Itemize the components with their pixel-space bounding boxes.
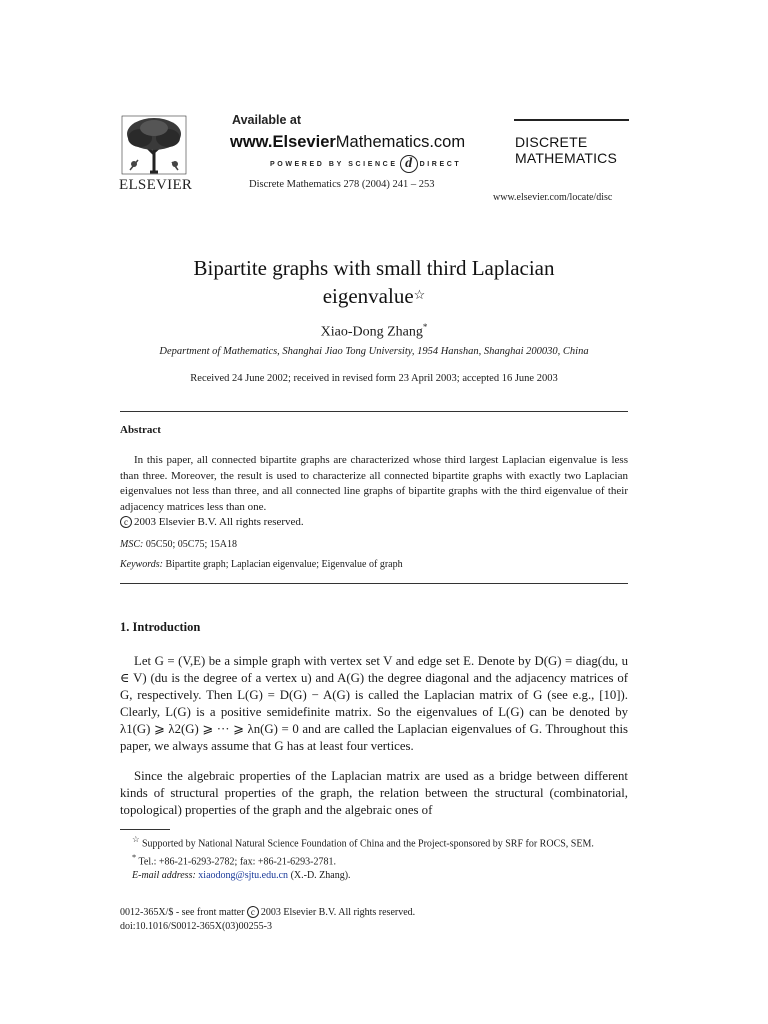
- section-heading-introduction: 1. Introduction: [120, 620, 201, 634]
- front-matter-copyright: 2003 Elsevier B.V. All rights reserved.: [260, 907, 416, 918]
- paper-title-line1: Bipartite graphs with small third Laplacian: [193, 256, 555, 280]
- author: [120, 322, 628, 341]
- email-suffix: (X.-D. Zhang).: [290, 869, 351, 881]
- affiliation: Department of Mathematics, Shanghai Jiao Tong University, 1954 Hanshan, Shanghai 200030, China: [159, 346, 589, 357]
- footnote-contact-mark: *: [132, 852, 137, 862]
- front-matter-line: [120, 906, 415, 920]
- footnote-funding: [120, 833, 628, 851]
- footnote-email: [120, 869, 628, 883]
- journal-name-line1: DISCRETE: [515, 134, 588, 150]
- journal-citation: Discrete Mathematics 278 (2004) 241 – 253: [249, 179, 435, 190]
- journal-name: [515, 134, 617, 166]
- publisher-name: ELSEVIER: [119, 177, 193, 193]
- abstract-heading: Abstract: [120, 424, 161, 436]
- keywords-line: [120, 559, 403, 570]
- paper-title: [120, 254, 628, 310]
- copyright-icon-footer: c: [247, 906, 259, 918]
- science-direct-icon: d: [400, 155, 418, 173]
- powered-by-text-2: DIRECT: [419, 160, 462, 168]
- abstract-text: In this paper, all connected bipartite graphs are characterized whose third largest Laplacian eigenvalue is less than three. Moreover, the result is used to characterize all connected bipartite graphs with exactly two Laplacian eigenvalues not less than three, and all connected line graphs of bipartite graphs with the third eigenvalue of their adjacency matrices less than one.: [120, 454, 628, 513]
- abstract-body: [120, 453, 628, 531]
- title-footnote-mark[interactable]: ☆: [413, 287, 426, 302]
- journal-name-rule: [514, 119, 629, 121]
- email-label: E-mail address:: [132, 869, 196, 881]
- abstract-bottom-rule: [120, 583, 628, 584]
- msc-codes: 05C50; 05C75; 15A18: [145, 539, 237, 550]
- intro-paragraph-1: Let G = (V,E) be a simple graph with vertex set V and edge set E. Denote by D(G) = diag(du, u ∈ V) (du is the degree of a vertex u) and A(G) the degree diagonal and the adjacency matrices of G, respectively. Then L(G) = D(G) − A(G) is called the Laplacian matrix of G (see e.g., [10]). Clearly, L(G) is a positive semidefinite matrix. So the eigenvalues of L(G) can be denoted by λ1(G) ⩾ λ2(G) ⩾ ··· ⩾ λn(G) = 0 and are called the Laplacian eigenvalues of G. Throughout this paper, we always assume that G has at least four vertices.: [120, 654, 628, 753]
- front-matter: [120, 906, 415, 934]
- abstract-copyright: 2003 Elsevier B.V. All rights reserved.: [134, 516, 304, 528]
- powered-by-text-mid: ENCE: [367, 160, 398, 168]
- copyright-icon: c: [120, 516, 132, 528]
- journal-url[interactable]: www.elsevier.com/locate/disc: [493, 192, 613, 203]
- journal-name-line2: MATHEMATICS: [515, 150, 618, 166]
- footnotes: [120, 833, 628, 882]
- abstract-top-rule: [120, 411, 628, 412]
- msc-label: MSC:: [120, 539, 144, 550]
- footnote-contact-text: Tel.: +86-21-6293-2782; fax: +86-21-6293-2781.: [138, 856, 336, 868]
- author-footnote-mark[interactable]: *: [422, 322, 428, 332]
- doi[interactable]: doi:10.1016/S0012-365X(03)00255-3: [120, 921, 272, 932]
- www-suffix: Mathematics.com: [335, 133, 466, 151]
- msc-line: [120, 539, 237, 550]
- author-name: Xiao-Dong Zhang: [320, 324, 423, 340]
- keywords-label: Keywords:: [120, 559, 163, 570]
- received-dates: Received 24 June 2002; received in revised form 23 April 2003; accepted 16 June 2003: [190, 373, 558, 384]
- powered-by-text-1: POWERED BY SCI: [270, 160, 368, 168]
- publisher-website[interactable]: [230, 133, 465, 152]
- masthead: [0, 0, 768, 210]
- footnote-contact: [120, 851, 628, 869]
- available-at-label: Available at: [232, 113, 302, 127]
- footnote-rule: [120, 829, 170, 830]
- paper-title-line2: eigenvalue: [322, 284, 414, 308]
- footnote-funding-text: Supported by National Natural Science Foundation of China and the Project-sponsored by SRF for ROCS, SEM.: [141, 838, 594, 850]
- powered-by-line: [270, 155, 461, 173]
- issn-text: 0012-365X/$ - see front matter: [120, 907, 245, 918]
- intro-paragraph-2: Since the algebraic properties of the Laplacian matrix are used as a bridge between different kinds of structural properties of the graph, the relation between the structural (combinatorial, topological) properties of the graph and the algebraic ones of: [120, 769, 628, 817]
- www-prefix: www.: [230, 133, 273, 151]
- keywords-list: Bipartite graph; Laplacian eigenvalue; Eigenvalue of graph: [165, 559, 403, 570]
- www-brand: Elsevier: [272, 133, 336, 151]
- footnote-funding-mark: ☆: [132, 835, 140, 844]
- email-link[interactable]: xiaodong@sjtu.edu.cn: [198, 869, 289, 881]
